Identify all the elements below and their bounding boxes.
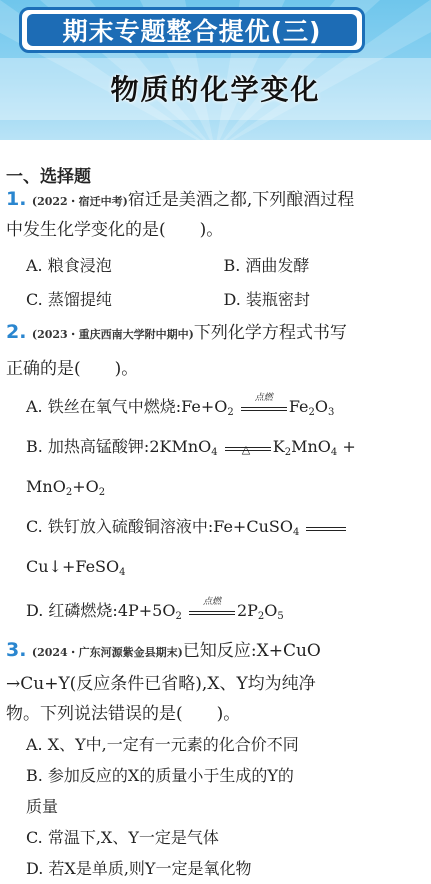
option-d[interactable]: D. 装瓶密封 bbox=[223, 289, 310, 309]
title-box bbox=[19, 7, 365, 53]
option-d[interactable]: D. 若X是单质,则Y一定是氧化物 bbox=[26, 859, 252, 878]
question-stem: 宿迁是美酒之都,下列酿酒过程 bbox=[127, 190, 355, 210]
question-stem-line: →Cu+Y(反应条件已省略),X、Y均为纯净 bbox=[6, 674, 316, 694]
question-3 bbox=[6, 634, 421, 884]
page-subtitle: 物质的化学变化 bbox=[110, 73, 321, 106]
question-1 bbox=[6, 188, 421, 315]
option-c-continuation: Cu↓+FeSO$_4$ bbox=[26, 557, 126, 578]
option-c[interactable]: C. 铁钉放入硫酸铜溶液中:Fe+CuSO$_4$ bbox=[6, 510, 421, 550]
option-d[interactable]: D. 红磷燃烧$:4P+5O_2$ 点燃 $2P_2O_5$ bbox=[26, 596, 284, 622]
question-number: 3. bbox=[6, 639, 27, 661]
option-b[interactable]: B. 加热高锰酸钾:2KMnO$_4$ △ $K_2MnO_4$ + bbox=[26, 437, 356, 458]
content bbox=[0, 162, 431, 884]
question-stem: 下列化学方程式书写 bbox=[193, 323, 347, 343]
reaction-arrow: 点燃 bbox=[241, 401, 287, 415]
option-b-continuation: $MnO_2+O_2$ bbox=[26, 477, 106, 498]
question-stem-line: 中发生化学变化的是( )。 bbox=[6, 220, 224, 240]
option-b[interactable]: B. 酒曲发酵 bbox=[223, 255, 310, 275]
question-stem-line: 正确的是( )。 bbox=[6, 359, 139, 379]
option-c[interactable]: C. 蒸馏提纯 bbox=[26, 289, 112, 309]
question-source: (2022・宿迁中考) bbox=[31, 195, 128, 208]
question-number: 1. bbox=[6, 188, 27, 210]
option-b[interactable]: B. 参加反应的X的质量小于生成的Y的 bbox=[26, 766, 294, 785]
question-source: (2023・重庆西南大学附中期中) bbox=[31, 328, 194, 341]
option-a[interactable]: A. 铁丝在氧气中燃烧$:Fe+O_2$ 点燃 $Fe_2O_3$ bbox=[26, 392, 335, 418]
reaction-arrow: 点燃 bbox=[189, 605, 235, 619]
page-title: 期末专题整合提优(三) bbox=[62, 17, 322, 46]
option-c[interactable]: C. 常温下,X、Y一定是气体 bbox=[26, 828, 219, 847]
question-stem-line: 物。下列说法错误的是( )。 bbox=[6, 704, 241, 724]
header-banner bbox=[0, 0, 431, 140]
section-title: 一、选择题 bbox=[6, 167, 91, 187]
question-stem: 已知反应:X+CuO bbox=[182, 641, 321, 661]
option-b-continuation: 质量 bbox=[26, 797, 59, 816]
question-source: (2024・广东河源紫金县期末) bbox=[31, 646, 183, 659]
option-a[interactable]: A. 粮食浸泡 bbox=[26, 255, 112, 275]
reaction-arrow: △ bbox=[225, 441, 271, 455]
question-number: 2. bbox=[6, 321, 27, 343]
reaction-arrow bbox=[306, 521, 346, 535]
option-a[interactable]: A. X、Y中,一定有一元素的化合价不同 bbox=[26, 735, 299, 754]
question-2 bbox=[6, 315, 421, 634]
